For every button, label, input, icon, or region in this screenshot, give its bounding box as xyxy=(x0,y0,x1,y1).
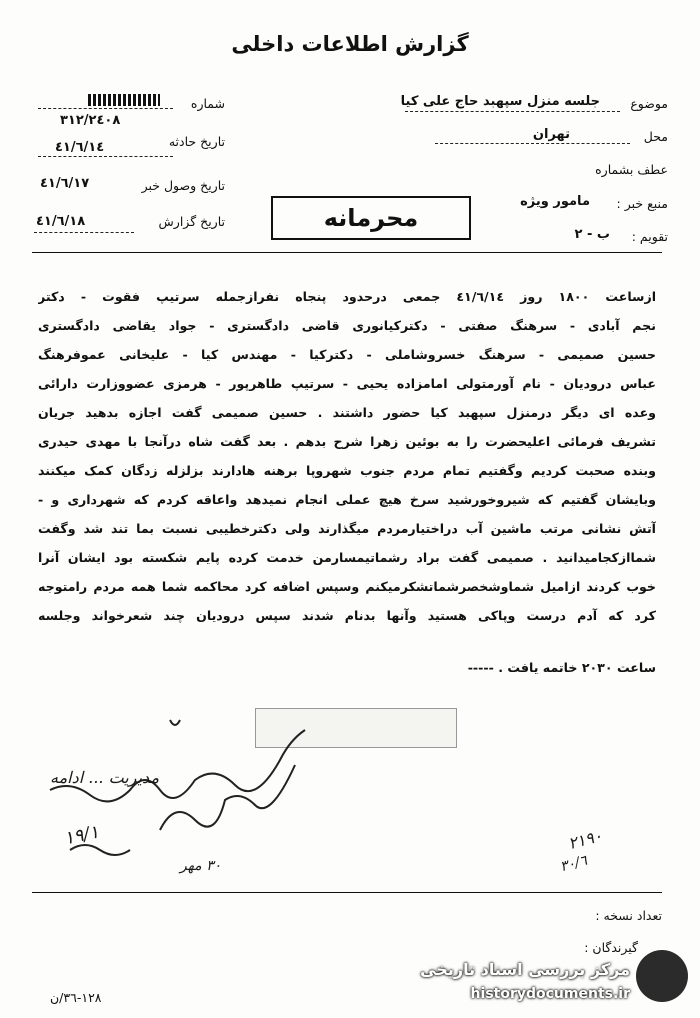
report-date-underline xyxy=(34,232,134,233)
stamp-text: محرمانه xyxy=(323,204,419,232)
body-line: ازساعت ١٨٠٠ روز ٤١/٦/١٤ جمعی درحدود پنجاه نفرازجمله سرتیپ فقوت - دکتر xyxy=(38,289,656,304)
body-line: شماازکجامیدانید . صمیمی گفت براد رشماتیمسارمن خدمت کرده پایم شکسته بود ایشان آنرا xyxy=(38,550,656,565)
body-line: آتش نشانی مرتب ماشین آب دراختیارمردم میگذارند ولی دکترخطیبی نسبت بما تند شد وگفت xyxy=(38,521,656,536)
body-line: کرد که آدم درست وپاکی هستید وآنها بدنام شدند سپس درودیان چند شعرخواند وجلسه xyxy=(38,608,656,623)
incident-date-value: ٤١/٦/١٤ xyxy=(55,140,105,155)
watermark-url: historydocuments.ir xyxy=(470,986,630,1002)
watermark-title: مرکز بررسی اسناد تاریخی xyxy=(420,960,630,979)
incident-date-label: تاریخ حادثه xyxy=(168,134,225,149)
watermark-logo xyxy=(636,950,688,1002)
header-separator xyxy=(32,252,662,253)
body-line: عباس درودیان - نام آورمتولی امامزاده یحیی - سرتیپ طاهرپور - هرمزی عضووزارت دارائی xyxy=(38,376,656,391)
body-line: خوب کردند ازامیل شماوشخصرشماتشکرمیکنم وسپس اضافه کرد محاکمه شما همه مردم رامتوجه xyxy=(38,579,656,594)
form-code: ١٢٨-٣٦/ن xyxy=(50,990,102,1005)
body-line: وعده ای دیگر درمنزل سپهبد کیا حضور داشتند . حسین صمیمی گفت اجازه بدهید جریان xyxy=(38,405,656,420)
page-title: گزارش اطلاعات داخلی xyxy=(231,32,469,56)
recipients-label: گیرندگان : xyxy=(584,940,638,955)
place-value: تهران xyxy=(532,127,570,142)
body-line: نجم آبادی - سرهنگ صفتی - دکترکیانوری قاضی دادگستری - جواد یقاضی دادگستری xyxy=(38,318,656,333)
receipt-date-value: ٤١/٦/١٧ xyxy=(40,176,90,191)
margin-note: مدیریت ... ادامه xyxy=(50,768,160,787)
evaluation-label: تقویم : xyxy=(631,229,668,244)
body-line: وبنده صحبت کردیم وگفتیم تمام مردم جنوب شهروپا برهنه هادارند بزلزله زدگان کمک میکنند xyxy=(38,463,656,478)
subject-label: موضوع xyxy=(630,96,668,111)
body-last-line: ساعت ٢٠٣٠ خاتمه یافت . ----- xyxy=(467,660,656,675)
report-date-label: تاریخ گزارش xyxy=(158,214,225,229)
subject-value: جلسه منزل سپهبد حاج علی کیا xyxy=(400,94,600,109)
body-line: حسین صمیمی - سرهنگ خسروشاملی - دکترکیا - مهندس کیا - علیخانی عموفرهنگ xyxy=(38,347,656,362)
report-date-value: ٤١/٦/١٨ xyxy=(36,214,86,229)
source-label: منبع خبر : xyxy=(616,196,668,211)
redacted-number xyxy=(88,94,160,106)
incident-date-underline xyxy=(38,156,173,157)
body-line: تشریف فرمائی اعلیحضرت را به بوئین زهرا شرح بدهم . بعد گفت شاه درآنجا با مهدی حیدری xyxy=(38,434,656,449)
body-line: وبایشان گفتیم که شیروخورشید سرخ هیچ عملی انجام نمیدهد واعاقه کردم که شهرداری و - xyxy=(38,492,656,507)
place-label: محل xyxy=(643,129,668,144)
copies-label: تعداد نسخه : xyxy=(595,908,662,923)
number-underline xyxy=(38,108,173,109)
date-note: ١٩/١ xyxy=(62,821,101,850)
bottom-note: ٣٠ مهر xyxy=(180,858,222,874)
evaluation-value: ب - ٢ xyxy=(574,227,610,242)
confidential-stamp xyxy=(271,196,471,240)
source-value: مامور ویژه xyxy=(520,194,590,209)
sub-number-note: ٣٠/٦ xyxy=(558,852,589,876)
subject-underline xyxy=(405,111,620,112)
number-label: شماره xyxy=(190,96,225,111)
number-value: ٣١٢/٢٤٠٨ xyxy=(60,113,121,128)
place-underline xyxy=(435,143,630,144)
reference-label: عطف بشماره xyxy=(595,162,668,177)
receipt-date-label: تاریخ وصول خبر xyxy=(141,178,225,193)
footer-separator xyxy=(32,892,662,893)
number-note: ٢١٩٠ xyxy=(566,825,605,854)
